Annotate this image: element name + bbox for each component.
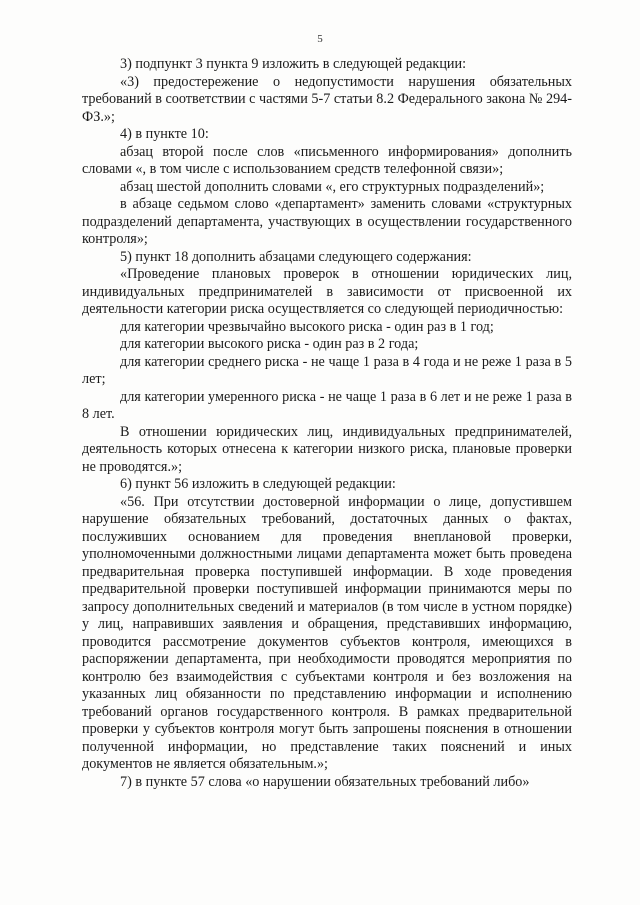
paragraph-9: для категории чрезвычайно высокого риска - один раз в 1 год; xyxy=(120,318,494,335)
document-body xyxy=(82,56,572,791)
paragraph-14: 6) пункт 56 изложить в следующей редакции: xyxy=(120,476,396,492)
paragraph-1: 3) подпункт 3 пункта 9 изложить в следующей редакции: xyxy=(120,56,467,72)
paragraph-13: В отношении юридических лиц, индивидуальных предпринимателей, деятельность которых отнесена к категории низкого риска, плановые проверки не проводятся.»; xyxy=(82,423,572,475)
paragraph-4: абзац второй после слов «письменного информирования» дополнить словами «, в том числе с использованием средств телефонной связи»; xyxy=(82,143,572,177)
paragraph-15: «56. При отсутствии достоверной информации о лице, допустившем нарушение обязательных требований, достаточных данных о фактах, послуживших основанием для проведения внеплановой проверки, уполномоченными должностными лицами департамента может быть проведена предварительная проверка поступившей информации. В ходе проведения предварительной проверки поступившей информации принимаются меры по запросу дополнительных сведений и материалов (в том числе в устном порядке) у лиц, направивших заявления и обращения, представивших информацию, проводится рассмотрение документов субъектов контроля, имеющихся в распоряжении департамента, при необходимости проводятся мероприятия по контролю без взаимодействия с субъектами контроля и без возложения на указанных лиц обязанности по представлению информации и исполнению требований органов государственного контроля. В рамках предварительной проверки у субъектов контроля могут быть запрошены пояснения в отношении полученной информации, но представление таких пояснений и иных документов не является обязательным.»; xyxy=(82,493,572,772)
paragraph-3: 4) в пункте 10: xyxy=(120,126,209,142)
paragraph-6: в абзаце седьмом слово «департамент» заменить словами «структурных подразделений департамента, участвующих в осуществлении государственного контроля»; xyxy=(82,196,572,247)
paragraph-5: абзац шестой дополнить словами «, его структурных подразделений»; xyxy=(120,178,545,195)
page-number: 5 xyxy=(317,33,323,45)
paragraph-8: «Проведение плановых проверок в отношении юридических лиц, индивидуальных предпринимателей в зависимости от присвоенной их деятельности категории риска осуществляется со следующей периодичностью: xyxy=(82,266,572,317)
paragraph-12: для категории умеренного риска - не чаще 1 раза в 6 лет и не реже 1 раза в 8 лет. xyxy=(82,388,572,422)
paragraph-10: для категории высокого риска - один раз в 2 года; xyxy=(120,336,419,352)
paragraph-11: для категории среднего риска - не чаще 1 раза в 4 года и не реже 1 раза в 5 лет; xyxy=(82,353,572,387)
paragraph-16: 7) в пункте 57 слова «о нарушении обязательных требований либо» xyxy=(120,773,530,790)
paragraph-7: 5) пункт 18 дополнить абзацами следующего содержания: xyxy=(120,248,472,265)
paragraph-2: «3) предостережение о недопустимости нарушения обязательных требований в соответствии с частями 5-7 статьи 8.2 Федерального закона № 294-ФЗ.»; xyxy=(82,73,572,125)
